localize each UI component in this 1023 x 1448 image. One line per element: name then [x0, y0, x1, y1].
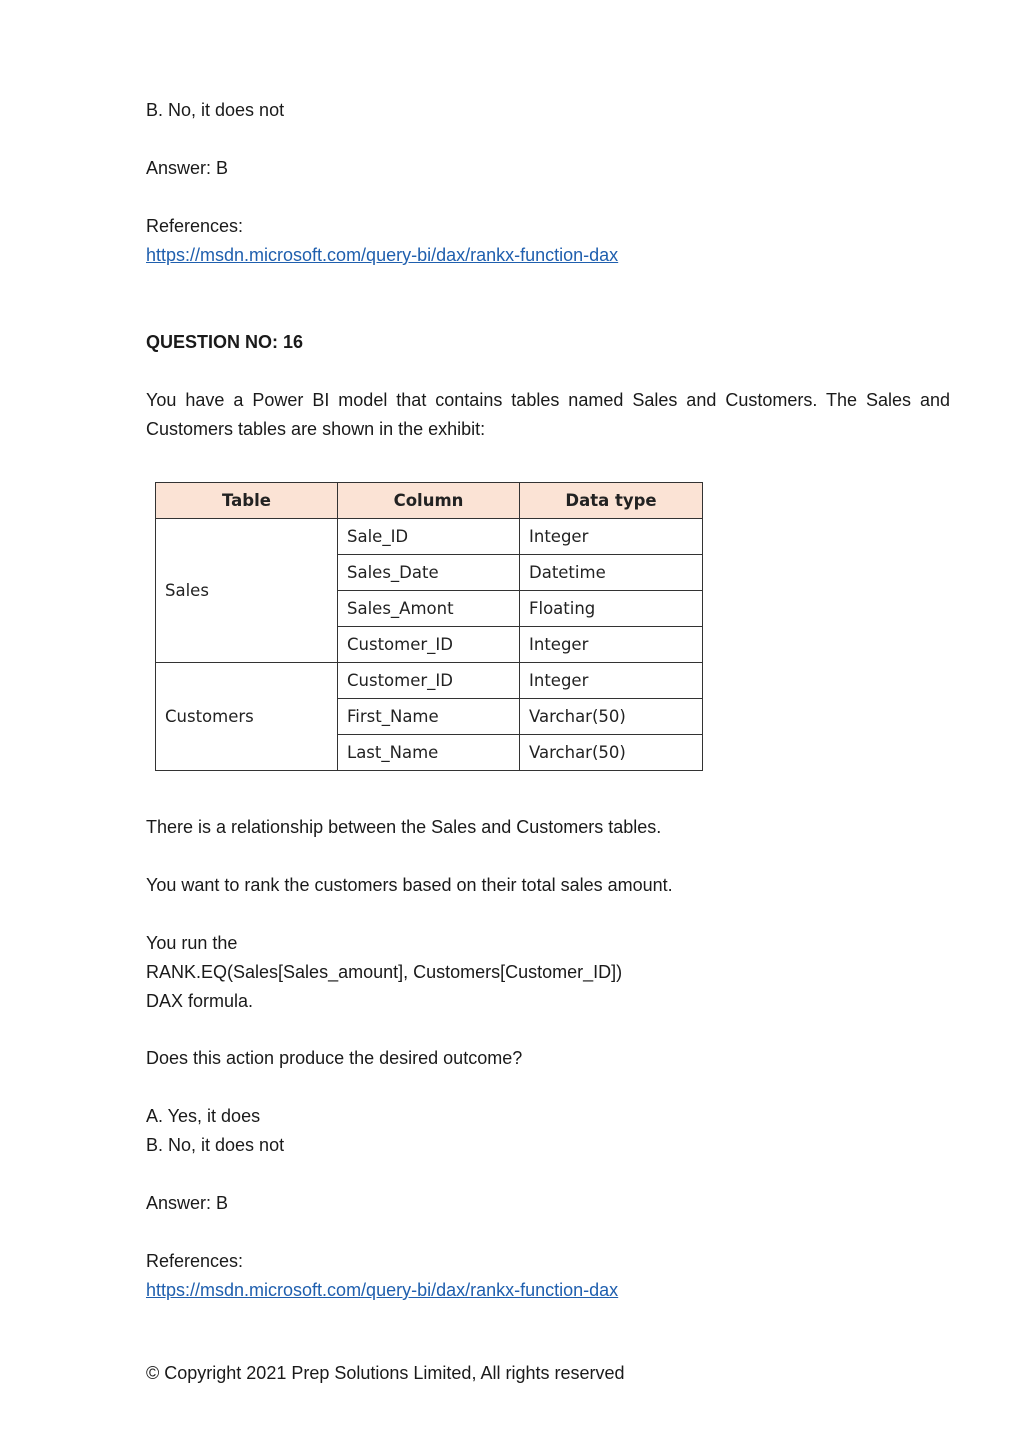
previous-answer: Answer: B: [146, 158, 229, 178]
run-line-3: DAX formula.: [146, 991, 254, 1011]
previous-references-label: References:: [146, 216, 244, 236]
data-type: Floating: [520, 591, 703, 627]
column-name: Sales_Amont: [338, 591, 520, 627]
column-name: Customer_ID: [338, 627, 520, 663]
column-name: Sales_Date: [338, 555, 520, 591]
reference-link[interactable]: https://msdn.microsoft.com/query-bi/dax/rankx-function-dax: [146, 1280, 619, 1300]
exhibit-header-row: [156, 483, 703, 519]
dax-formula: RANK.EQ(Sales[Sales_amount], Customers[Customer_ID]): [146, 962, 623, 982]
exhibit-table: [155, 482, 703, 771]
question-prompt: Does this action produce the desired outcome?: [146, 1048, 523, 1068]
relationship-statement: There is a relationship between the Sales and Customers tables.: [146, 817, 662, 837]
data-type: Integer: [520, 519, 703, 555]
run-line-1: You run the: [146, 933, 238, 953]
column-name: Customer_ID: [338, 663, 520, 699]
column-name: Last_Name: [338, 735, 520, 771]
previous-reference-link[interactable]: https://msdn.microsoft.com/query-bi/dax/rankx-function-dax: [146, 245, 619, 265]
header-column: Column: [338, 483, 520, 519]
group-name-sales: Sales: [156, 519, 338, 663]
question-intro: You have a Power BI model that contains tables named Sales and Customers. The Sales and Customers tables are shown in the exhibit:: [146, 390, 950, 439]
question-heading: QUESTION NO: 16: [146, 332, 304, 352]
option-a: A. Yes, it does: [146, 1106, 261, 1126]
table-row: [156, 519, 703, 555]
group-name-customers: Customers: [156, 663, 338, 771]
table-row: [156, 663, 703, 699]
data-type: Integer: [520, 663, 703, 699]
header-table: Table: [156, 483, 338, 519]
option-b: B. No, it does not: [146, 1135, 285, 1155]
header-data-type: Data type: [520, 483, 703, 519]
references-label: References:: [146, 1251, 244, 1271]
copyright-footer: © Copyright 2021 Prep Solutions Limited, All rights reserved: [146, 1363, 625, 1383]
data-type: Integer: [520, 627, 703, 663]
column-name: First_Name: [338, 699, 520, 735]
goal-statement: You want to rank the customers based on their total sales amount.: [146, 875, 673, 895]
column-name: Sale_ID: [338, 519, 520, 555]
data-type: Varchar(50): [520, 735, 703, 771]
previous-option-b: B. No, it does not: [146, 100, 285, 120]
data-type: Datetime: [520, 555, 703, 591]
answer: Answer: B: [146, 1193, 229, 1213]
data-type: Varchar(50): [520, 699, 703, 735]
